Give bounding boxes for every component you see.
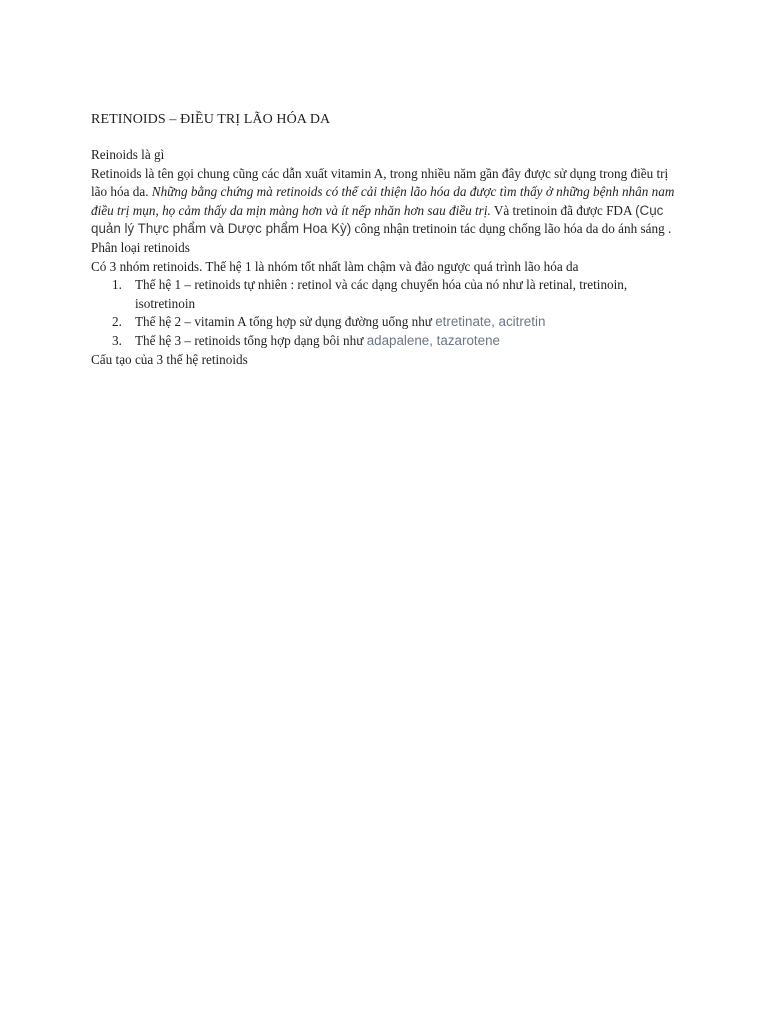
list-item-text: Thế hệ 3 – retinoids tổng hợp dạng bôi như (135, 332, 367, 348)
document-content (91, 110, 681, 369)
list-number: 1. (112, 277, 122, 293)
intro-text-3: công nhận tretinoin tác dụng chống lão hóa da do ánh sáng . (351, 221, 672, 237)
list-item-extra: etretinate, acitretin (435, 314, 546, 330)
fda-explanation: (Cục quản lý Thực phẩm và Dược phẩm Hoa Kỳ) (91, 202, 664, 237)
intro-paragraph (91, 165, 681, 239)
list-number: 3. (112, 332, 122, 348)
classification-paragraph: Có 3 nhóm retinoids. Thế hệ 1 là nhóm tốt nhất làm chậm và đảo ngược quá trình lão hóa da (91, 258, 579, 274)
list-item (91, 313, 681, 332)
list-item-text: Thế hệ 1 – retinoids tự nhiên : retinol và các dạng chuyển hóa của nó như là retinal, tretinoin, isotretinoin (135, 277, 628, 311)
section-heading-what-is: Reinoids là gì (91, 147, 165, 162)
intro-text-1: Retinoids là tên gọi chung cũng các dẫn xuất vitamin A, trong nhiều năm gần đây được sử dụng trong điều trị lão hóa da. (91, 165, 669, 200)
list-item (91, 276, 681, 313)
intro-italic-text: Những bằng chứng mà retinoids có thể cải thiện lão hóa da được tìm thấy ở những bệnh nhân nam điều trị mụn, họ cảm thấy da mịn màng hơn và ít nếp nhăn hơn sau điều trị. (91, 184, 675, 218)
generation-list (91, 276, 681, 350)
list-item (91, 332, 681, 351)
list-number: 2. (112, 314, 122, 330)
list-item-text: Thế hệ 2 – vitamin A tổng hợp sử dụng đường uống như (135, 314, 436, 330)
section-heading-classification: Phân loại retinoids (91, 239, 190, 255)
document-title: RETINOIDS – ĐIỀU TRỊ LÃO HÓA DA (91, 112, 331, 127)
list-item-extra: adapalene, tazarotene (366, 332, 500, 348)
blank-line (91, 130, 681, 146)
section-heading-structure: Cấu tạo của 3 thế hệ retinoids (91, 351, 248, 367)
intro-text-2: Và tretinoin đã được FDA (490, 202, 636, 218)
